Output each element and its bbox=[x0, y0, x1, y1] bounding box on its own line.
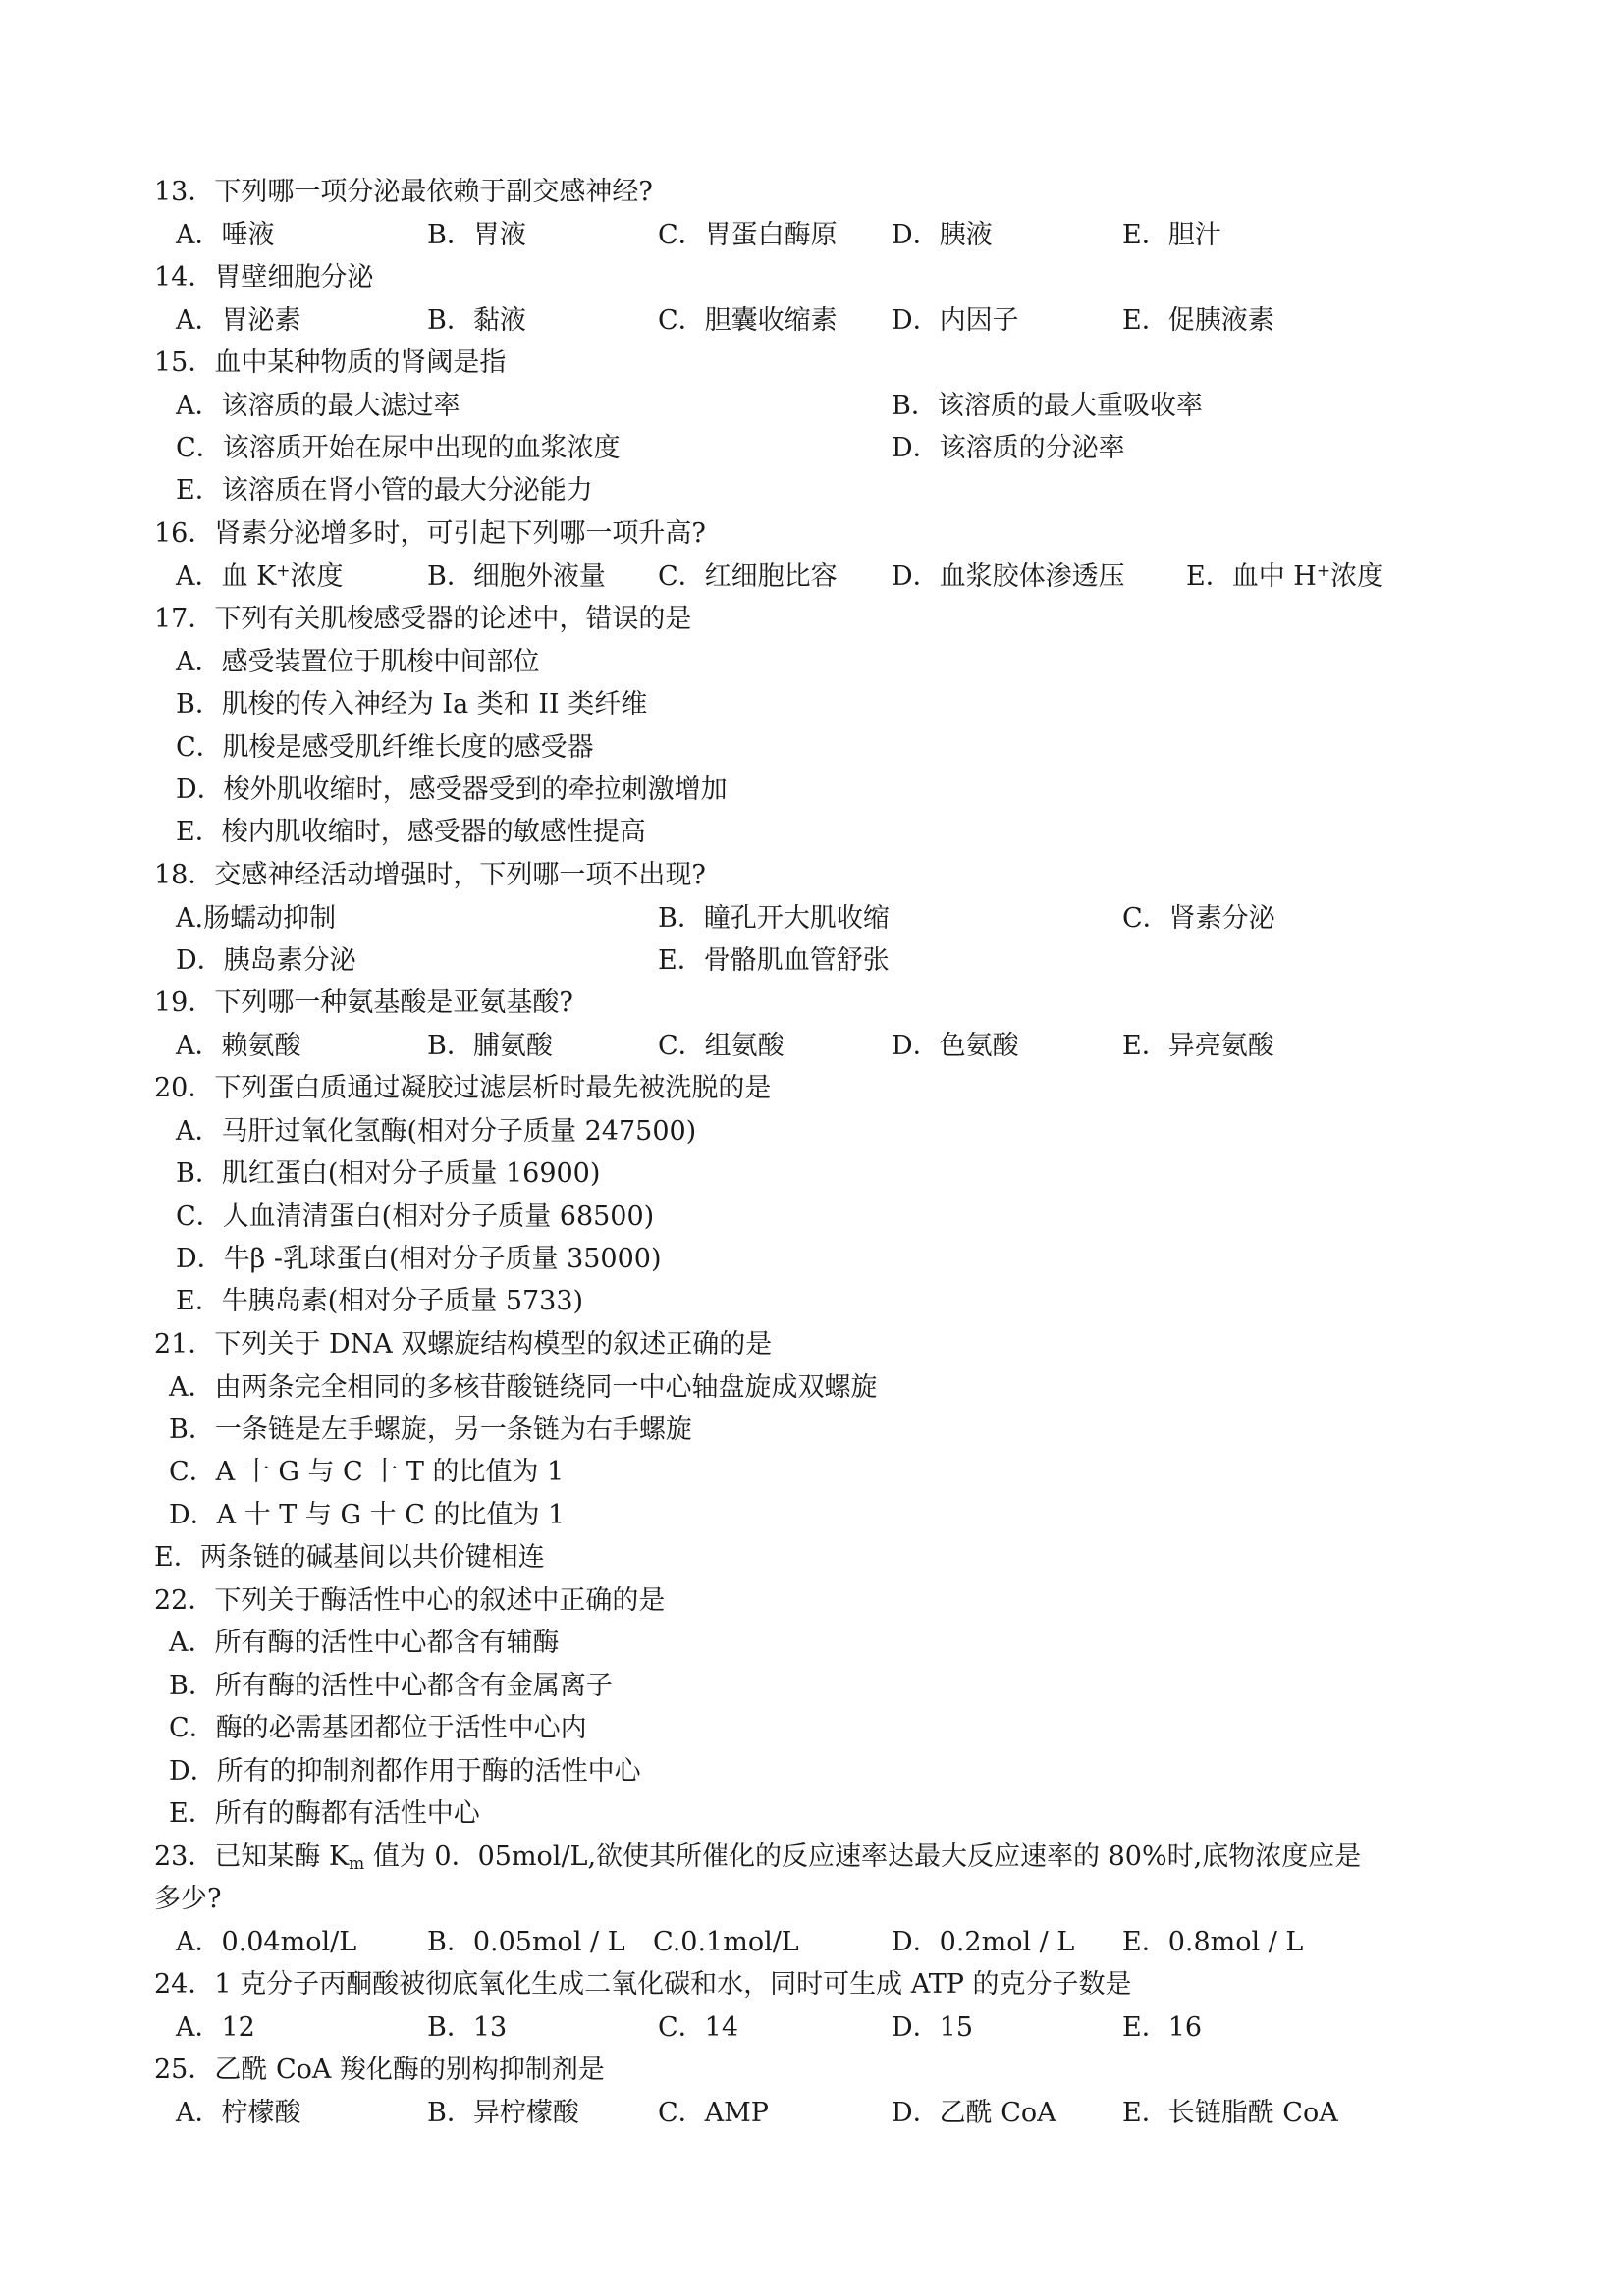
option-a: A.肠蠕动抑制 bbox=[176, 903, 337, 934]
option-b: B．脯氨酸 bbox=[427, 1031, 553, 1061]
option-d: D．15 bbox=[892, 2012, 974, 2043]
question-24-options bbox=[0, 2006, 1624, 2049]
question-17-stem: 17．下列有关肌梭感受器的论述中，错误的是 bbox=[154, 604, 692, 634]
question-23-stem: 23．已知某酶 $K_m$ 值为 0．05mol/L,欲使其所催化的反应速率达最大反应速率的 80%时,底物浓度应是 bbox=[154, 1842, 1362, 1874]
option-d: D．血浆胶体渗透压 bbox=[892, 561, 1125, 592]
option-c: C.0.1mol/L bbox=[653, 1927, 799, 1957]
option-e: E．0.8mol / L bbox=[1122, 1927, 1304, 1957]
option-c: C．AMP bbox=[658, 2098, 769, 2128]
question-20-option-b: B．肌红蛋白(相对分子质量 16900) bbox=[176, 1158, 601, 1189]
question-22-option-a: A．所有酶的活性中心都含有辅酶 bbox=[169, 1628, 560, 1658]
question-19-stem: 19．下列哪一种氨基酸是亚氨基酸? bbox=[154, 988, 573, 1018]
question-23-stem-cont: 多少? bbox=[154, 1884, 222, 1914]
question-17-option-c: C．肌梭是感受肌纤维长度的感受器 bbox=[176, 732, 594, 763]
question-20-stem: 20．下列蛋白质通过凝胶过滤层析时最先被洗脱的是 bbox=[154, 1073, 772, 1103]
option-e: E．胆汁 bbox=[1122, 220, 1221, 250]
option-a: A．血 K+浓度 bbox=[176, 561, 344, 592]
question-23-options bbox=[0, 1921, 1624, 1963]
option-b: B．细胞外液量 bbox=[427, 561, 606, 592]
question-15-options-row1 bbox=[0, 385, 1624, 427]
option-a: A．0.04mol/L bbox=[176, 1927, 357, 1957]
option-b: B．0.05mol / L bbox=[427, 1927, 625, 1957]
question-20-option-e: E．牛胰岛素(相对分子质量 5733) bbox=[176, 1286, 584, 1316]
question-18-options-row2 bbox=[0, 939, 1624, 982]
option-c: C．组氨酸 bbox=[658, 1031, 785, 1061]
option-e: E．促胰液素 bbox=[1122, 305, 1274, 336]
question-15-options-row2 bbox=[0, 427, 1624, 469]
question-22-option-e: E．所有的酶都有活性中心 bbox=[169, 1798, 480, 1829]
question-22-option-c: C．酶的必需基团都位于活性中心内 bbox=[169, 1713, 587, 1743]
question-16-stem: 16．肾素分泌增多时，可引起下列哪一项升高? bbox=[154, 518, 706, 549]
option-a: A．唾液 bbox=[176, 220, 275, 250]
question-25-stem: 25．乙酰 CoA 羧化酶的别构抑制剂是 bbox=[154, 2055, 605, 2085]
question-15-stem: 15．血中某种物质的肾阈是指 bbox=[154, 347, 507, 378]
question-15-options-row3 bbox=[0, 469, 1624, 511]
question-14-options bbox=[0, 299, 1624, 342]
question-17-option-b: B．肌梭的传入神经为 Ia 类和 II 类纤维 bbox=[176, 689, 648, 720]
question-13-stem: 13．下列哪一项分泌最依赖于副交感神经? bbox=[154, 177, 653, 207]
option-b: B．胃液 bbox=[427, 220, 526, 250]
question-22-option-b: B．所有酶的活性中心都含有金属离子 bbox=[169, 1671, 613, 1701]
option-a: A．赖氨酸 bbox=[176, 1031, 301, 1061]
option-c: C．肾素分泌 bbox=[1122, 903, 1275, 934]
question-21-option-d: D．A 十 T 与 G 十 C 的比值为 1 bbox=[169, 1500, 566, 1530]
option-c: C．14 bbox=[658, 2012, 739, 2043]
option-b: B．异柠檬酸 bbox=[427, 2098, 579, 2128]
option-c: C．该溶质开始在尿中出现的血浆浓度 bbox=[176, 433, 621, 463]
option-c: C．胃蛋白酶原 bbox=[658, 220, 838, 250]
option-d: D．该溶质的分泌率 bbox=[892, 433, 1125, 463]
question-21-option-b: B．一条链是左手螺旋，另一条链为右手螺旋 bbox=[169, 1415, 692, 1445]
question-25-options bbox=[0, 2092, 1624, 2134]
option-b: B．瞳孔开大肌收缩 bbox=[658, 903, 890, 934]
option-d: D．胰岛素分泌 bbox=[176, 945, 356, 976]
option-b: B．黏液 bbox=[427, 305, 526, 336]
question-21-option-a: A．由两条完全相同的多核苷酸链绕同一中心轴盘旋成双螺旋 bbox=[169, 1372, 878, 1403]
option-a: A．该溶质的最大滤过率 bbox=[176, 391, 460, 421]
question-21-option-c: C．A 十 G 与 C 十 T 的比值为 1 bbox=[169, 1457, 565, 1487]
question-18-stem: 18．交感神经活动增强时，下列哪一项不出现? bbox=[154, 860, 706, 890]
question-17-option-a: A．感受装置位于肌梭中间部位 bbox=[176, 647, 540, 677]
question-17-option-e: E．梭内肌收缩时，感受器的敏感性提高 bbox=[176, 817, 646, 847]
option-c: C．红细胞比容 bbox=[658, 561, 838, 592]
option-e: E．16 bbox=[1122, 2012, 1203, 2043]
option-d: D．乙酰 CoA bbox=[892, 2098, 1056, 2128]
option-d: D．0.2mol / L bbox=[892, 1927, 1075, 1957]
question-18-options-row1 bbox=[0, 897, 1624, 939]
question-20-option-a: A．马肝过氧化氢酶(相对分子质量 247500) bbox=[176, 1116, 697, 1147]
option-e: E．异亮氨酸 bbox=[1122, 1031, 1274, 1061]
question-20-option-c: C．人血清清蛋白(相对分子质量 68500) bbox=[176, 1201, 655, 1232]
question-17-option-d: D．梭外肌收缩时，感受器受到的牵拉刺激增加 bbox=[176, 774, 728, 805]
option-d: D．色氨酸 bbox=[892, 1031, 1019, 1061]
question-22-option-d: D．所有的抑制剂都作用于酶的活性中心 bbox=[169, 1756, 641, 1787]
question-13-options bbox=[0, 214, 1624, 256]
option-c: C．胆囊收缩素 bbox=[658, 305, 838, 336]
question-21-stem: 21．下列关于 DNA 双螺旋结构模型的叙述正确的是 bbox=[154, 1329, 773, 1360]
question-14-stem: 14．胃壁细胞分泌 bbox=[154, 262, 374, 293]
option-a: A．柠檬酸 bbox=[176, 2098, 301, 2128]
option-a: A．12 bbox=[176, 2012, 255, 2043]
question-24-stem: 24．1 克分子丙酮酸被彻底氧化生成二氧化碳和水，同时可生成 ATP 的克分子数是 bbox=[154, 1969, 1132, 2000]
question-19-options bbox=[0, 1025, 1624, 1067]
option-e: E．骨骼肌血管舒张 bbox=[658, 945, 890, 976]
option-a: A．胃泌素 bbox=[176, 305, 301, 336]
option-e: E．该溶质在肾小管的最大分泌能力 bbox=[176, 475, 593, 506]
question-22-stem: 22．下列关于酶活性中心的叙述中正确的是 bbox=[154, 1585, 666, 1616]
question-20-option-d: D．牛β -乳球蛋白(相对分子质量 35000) bbox=[176, 1244, 662, 1274]
question-21-option-e: E．两条链的碱基间以共价键相连 bbox=[154, 1542, 545, 1573]
option-b: B．13 bbox=[427, 2012, 508, 2043]
option-e: E．血中 H+浓度 bbox=[1186, 561, 1384, 592]
option-e: E．长链脂酰 CoA bbox=[1122, 2098, 1338, 2128]
option-d: D．胰液 bbox=[892, 220, 993, 250]
question-16-options bbox=[0, 556, 1624, 598]
option-d: D．内因子 bbox=[892, 305, 1019, 336]
option-b: B．该溶质的最大重吸收率 bbox=[892, 391, 1203, 421]
